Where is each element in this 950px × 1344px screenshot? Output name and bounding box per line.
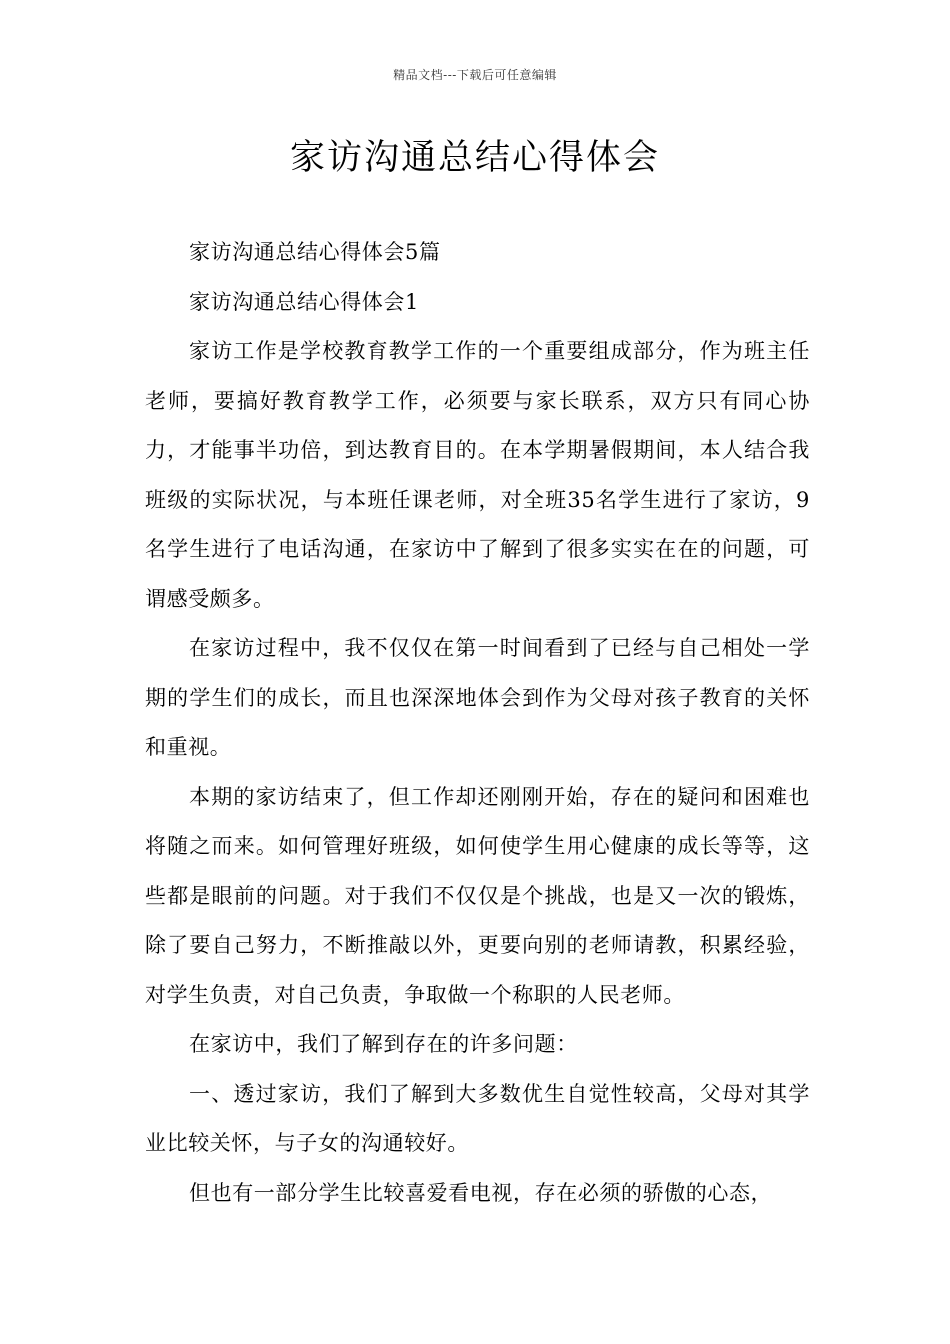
paragraph: 在家访过程中，我不仅仅在第一时间看到了已经与自己相处一学期的学生们的成长，而且也深深地体会到作为父母对孩子教育的关怀和重视。 [145,636,810,759]
paragraph: 在家访中，我们了解到存在的许多问题： [189,1032,578,1056]
paragraph-subtitle: 家访沟通总结心得体会5篇 [189,240,441,264]
paragraph: 一、透过家访，我们了解到大多数优生自觉性较高，父母对其学业比较关怀，与子女的沟通较好。 [145,1081,810,1155]
document-body [145,228,810,1218]
paragraph: 本期的家访结束了，但工作却还刚刚开始，存在的疑问和困难也将随之而来。如何管理好班级，如何使学生用心健康的成长等等，这些都是眼前的问题。对于我们不仅仅是个挑战，也是又一次的锻炼，除了要自己努力，不断推敲以外，更要向别的老师请教，积累经验，对学生负责，对自己负责，争取做一个称职的人民老师。 [145,784,810,1007]
paragraph-section-heading: 家访沟通总结心得体会1 [189,289,419,314]
header-note: 精品文档---下载后可任意编辑 [393,68,557,82]
paragraph: 但也有一部分学生比较喜爱看电视，存在必须的骄傲的心态， [189,1180,773,1205]
document-title: 家访沟通总结心得体会 [289,138,660,178]
paragraph: 家访工作是学校教育教学工作的一个重要组成部分，作为班主任老师，要搞好教育教学工作，必须要与家长联系，双方只有同心协力，才能事半功倍，到达教育目的。在本学期暑假期间，本人结合我班级的实际状况，与本班任课老师，对全班35名学生进行了家访，9名学生进行了电话沟通，在家访中了解到了很多实实在在的问题，可谓感受颇多。 [145,339,810,611]
